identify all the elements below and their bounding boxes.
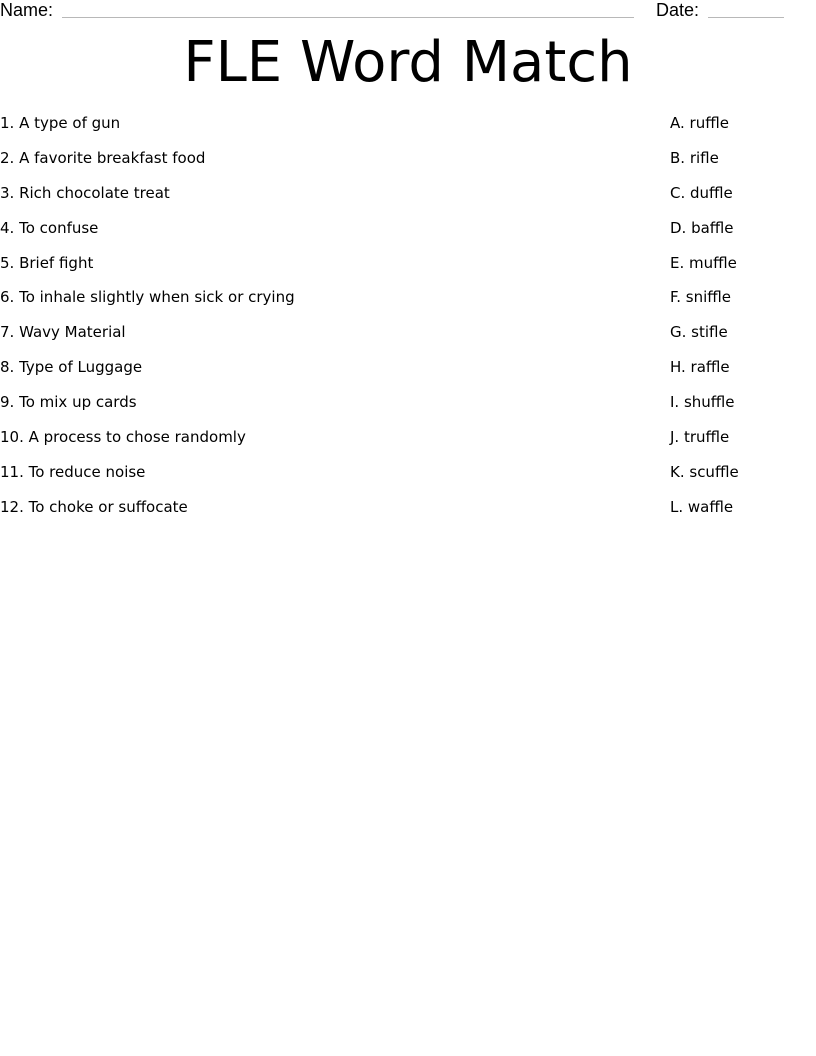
- clue-item: 9. To mix up cards: [0, 393, 137, 412]
- word-item: J. truffle: [670, 428, 730, 447]
- header-row: [0, 0, 816, 24]
- clue-item: 12. To choke or suffocate: [0, 497, 188, 516]
- clue-item: 3. Rich chocolate treat: [0, 183, 170, 202]
- clue-item: 10. A process to chose randomly: [0, 428, 246, 447]
- clue-item: 5. Brief fight: [0, 253, 94, 272]
- clue-item: 6. To inhale slightly when sick or crying: [0, 288, 295, 307]
- name-blank-line[interactable]: [62, 17, 634, 18]
- word-item: B. rifle: [670, 148, 719, 167]
- word-item: K. scuffle: [670, 462, 739, 481]
- word-item: E. muffle: [670, 253, 737, 272]
- date-label: Date:: [656, 0, 700, 20]
- clue-item: 7. Wavy Material: [0, 323, 126, 342]
- clue-item: 1. A type of gun: [0, 114, 121, 132]
- word-list: [670, 112, 810, 531]
- word-item: D. baffle: [670, 218, 734, 237]
- date-blank-line[interactable]: [708, 17, 784, 18]
- clue-list: [0, 112, 640, 531]
- page-title: FLE Word Match: [183, 30, 633, 95]
- word-item: F. sniffle: [670, 288, 731, 307]
- clue-item: 2. A favorite breakfast food: [0, 148, 206, 167]
- word-item: H. raffle: [670, 358, 730, 377]
- clue-item: 11. To reduce noise: [0, 462, 146, 481]
- word-item: C. duffle: [670, 183, 733, 202]
- word-item: L. waffle: [670, 497, 734, 516]
- word-item: I. shuffle: [670, 393, 735, 412]
- word-item: G. stifle: [670, 323, 728, 342]
- clue-item: 4. To confuse: [0, 218, 99, 237]
- name-label: Name:: [0, 0, 54, 20]
- word-item: A. ruffle: [670, 114, 729, 132]
- clue-item: 8. Type of Luggage: [0, 358, 143, 377]
